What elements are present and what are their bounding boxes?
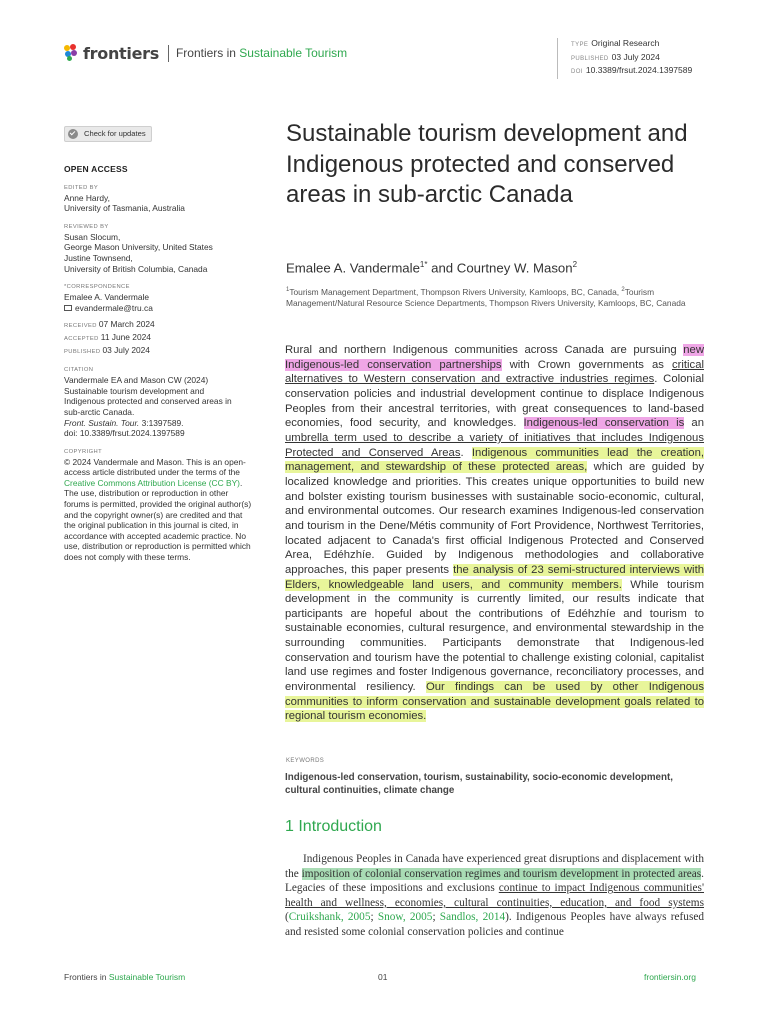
meta-type-value: Original Research [591,38,660,48]
abstract-text: . Colonial conservation policies and industrial development continue to displace Indigenous Peoples from their ancestral territories, with great consequences to land-based economies, food security, and knowledges. [285,373,704,430]
introduction-paragraph [285,852,704,940]
received-key: RECEIVED [64,323,97,330]
footer-journal-name: Sustainable Tourism [108,972,186,982]
received-value: 07 March 2024 [98,319,155,330]
copyright-pre: © 2024 Vandermale and Mason. This is an open-access article distributed under the terms of the [64,456,246,478]
affil-2-sup: 2 [621,287,625,293]
citation-link[interactable]: Sandlos, 2014 [439,911,506,924]
header-divider [168,45,169,62]
keywords-label: KEYWORDS [286,758,325,764]
published-date [64,345,254,358]
citation-journal: Front. Sustain. Tour. [64,417,140,428]
citation-line: Sustainable tourism development and [64,385,205,396]
copyright-text [64,457,254,563]
footer-site-link[interactable]: frontiersin.org [644,972,696,982]
keywords: Indigenous-led conservation, tourism, sustainability, socio-economic development, cultural continuities, climate change [285,772,673,796]
frontiers-logo-icon [63,44,79,62]
footer-journal-prefix: Frontiers in [64,972,109,982]
abstract-text: an [684,417,704,430]
citation-link[interactable]: Cruikshank, 2005 [288,911,371,924]
author-2-sup: 2 [572,260,578,269]
copyright-label: COPYRIGHT [64,448,103,455]
highlight-green: imposition of colonial conservation regimes and tourism development in protected areas [301,867,702,880]
meta-published-value: 03 July 2024 [611,51,660,62]
affil-1-sup: 1 [286,287,290,293]
citation-line: sub-arctic Canada. [64,406,135,417]
highlight-yellow: Indigenous communities lead the creation, management, and stewardship of these protected areas, [285,446,705,474]
citation-journal-line [64,418,254,429]
correspondence-email-row[interactable] [64,303,254,314]
reviewed-by-line: Justine Townsend, [64,252,133,263]
intro-text: ; [370,911,378,924]
correspondence-email: evandermale@tru.ca [75,302,153,313]
article-meta [557,38,692,79]
abstract [285,343,704,724]
logo-text: frontiers [83,43,159,63]
footer-journal[interactable] [64,972,185,982]
citation-link[interactable]: Snow, 2005 [377,911,433,924]
abstract-text: While tourism development in the community is currently limited, our results indicate that participants are hopeful about the contributions of Edéhzhíe and tourism to sustainable economies, cultural resurgence, and environmental stewardship in the surrounding communities. Participants demonstrate that Indigenous-led conservation and tourism have the potential to challenge existing colonial, capitalist land use regimes and foster Indigenous governance, reconciliatory processes, and environmental resiliency. [285,578,705,694]
abstract-text: with Crown governments as [501,358,672,371]
meta-doi-key: DOI [571,69,583,75]
sidebar [64,126,254,563]
header-logo [63,42,347,64]
journal-title: Sustainable Tourism [239,46,348,60]
citation-line: Vandermale EA and Mason CW (2024) [64,375,209,386]
received-date [64,319,254,332]
published-value: 03 July 2024 [102,344,150,355]
section-heading-introduction: 1 Introduction [285,818,382,835]
citation-volume: 3:1397589. [139,417,184,428]
accepted-value: 11 June 2024 [100,331,151,342]
highlight-yellow: Our findings can be used by other Indigenous communities to inform conservation and sustainable development goals related to regional tourism economies. [285,681,704,723]
journal-prefix: Frontiers in [175,46,240,60]
check-icon [68,129,78,139]
journal-name[interactable] [176,46,347,60]
highlight-pink: Indigenous-led conservation is [523,417,685,430]
check-updates-button[interactable] [64,126,152,142]
abstract-text: Rural and northern Indigenous communities across Canada are pursuing [285,344,684,356]
meta-doi-value[interactable]: 10.3389/frsut.2024.1397589 [585,65,693,75]
accepted-key: ACCEPTED [64,335,99,342]
meta-type-key: TYPE [571,42,589,48]
article-title: Sustainable tourism development and Indigenous protected and conserved areas in sub-arctic Canada [286,120,688,208]
citation-line: Indigenous protected and conserved areas in [64,396,232,407]
intro-text: . Legacies of these impositions and exclusions [285,867,704,895]
author-2[interactable]: and Courtney W. Mason [427,260,573,276]
intro-text: ). Indigenous Peoples have always refused and resisted some colonial conservation policies and continue [285,911,704,938]
affil-1: Tourism Management Department, Thompson Rivers University, Kamloops, BC, Canada, [289,286,622,297]
underline-text: umbrella term used to describe a variety of initiatives that includes Indigenous Protected and Conserved Areas [285,431,704,459]
author-1-sup: 1* [419,260,428,269]
underline-text: continue to impact Indigenous communities' health and wellness, economies, cultural continuities, education, and food systems [285,882,704,909]
reviewed-by-line: University of British Columbia, Canada [64,263,208,274]
highlight-yellow: the analysis of 23 semi-structured interviews with Elders, knowledgeable land users, and community members. [285,563,704,591]
edited-by-line: Anne Hardy, [64,192,110,203]
author-1[interactable]: Emalee A. Vandermale [286,260,420,276]
published-key: PUBLISHED [64,348,101,355]
cc-by-link[interactable]: Creative Commons Attribution License (CC BY) [64,477,240,488]
mail-icon [64,305,72,311]
copyright-post: . The use, distribution or reproduction in other forums is permitted, provided the original author(s) and the copyright owner(s) are credited and that the original publication in this journal is cited, in accordance with accepted academic practice. No use, distribution or reproduction is permitted which does not comply with these terms. [64,477,252,563]
page-number: 01 [378,972,388,982]
intro-text: ; [432,911,440,924]
citation-doi[interactable]: doi: 10.3389/frsut.2024.1397589 [64,428,185,439]
intro-text: Indigenous Peoples in Canada have experienced great disruptions and displacement with the [285,853,704,880]
affiliations [286,285,706,309]
correspondence-label: *CORRESPONDENCE [64,284,130,291]
affil-2: Tourism Management/Natural Resource Science Departments, Thompson Rivers University, Kamloops, BC, Canada [286,286,686,308]
citation-label: CITATION [64,367,94,374]
intro-text: ( [285,911,289,924]
correspondence-name: Emalee A. Vandermale [64,292,150,303]
abstract-text: which are guided by localized knowledge and priorities. This creates unique opportunities to build new and bolster existing tourism businesses with sustainable socio-economic, cultural, and environmental outcomes. Our research examines Indigenous-led conservation and tourism in the Dene/Métis community of Fort Providence, Northwest Territories, located adjacent to Canada's first official Indigenous Protected and Conserved Area, Edéhzhíe. Guided by Indigenous methodologies and collaborative approaches, this paper presents [285,461,704,576]
edited-by-line: University of Tasmania, Australia [64,203,185,214]
meta-published-key: PUBLISHED [571,55,609,62]
abstract-text: . [460,446,472,459]
accepted-date [64,332,254,345]
highlight-pink: new Indigenous-led conservation partnerships [285,344,704,371]
check-updates-label: Check for updates [84,128,146,138]
open-access-label: OPEN ACCESS [64,164,128,174]
authors [286,260,577,275]
reviewed-by-line: Susan Slocum, [64,231,121,242]
edited-by-label: EDITED BY [64,184,99,191]
underline-text: critical alternatives to Western conservation and extractive industries regimes [285,358,704,386]
reviewed-by-label: REVIEWED BY [64,223,109,230]
reviewed-by-line: George Mason University, United States [64,242,213,253]
